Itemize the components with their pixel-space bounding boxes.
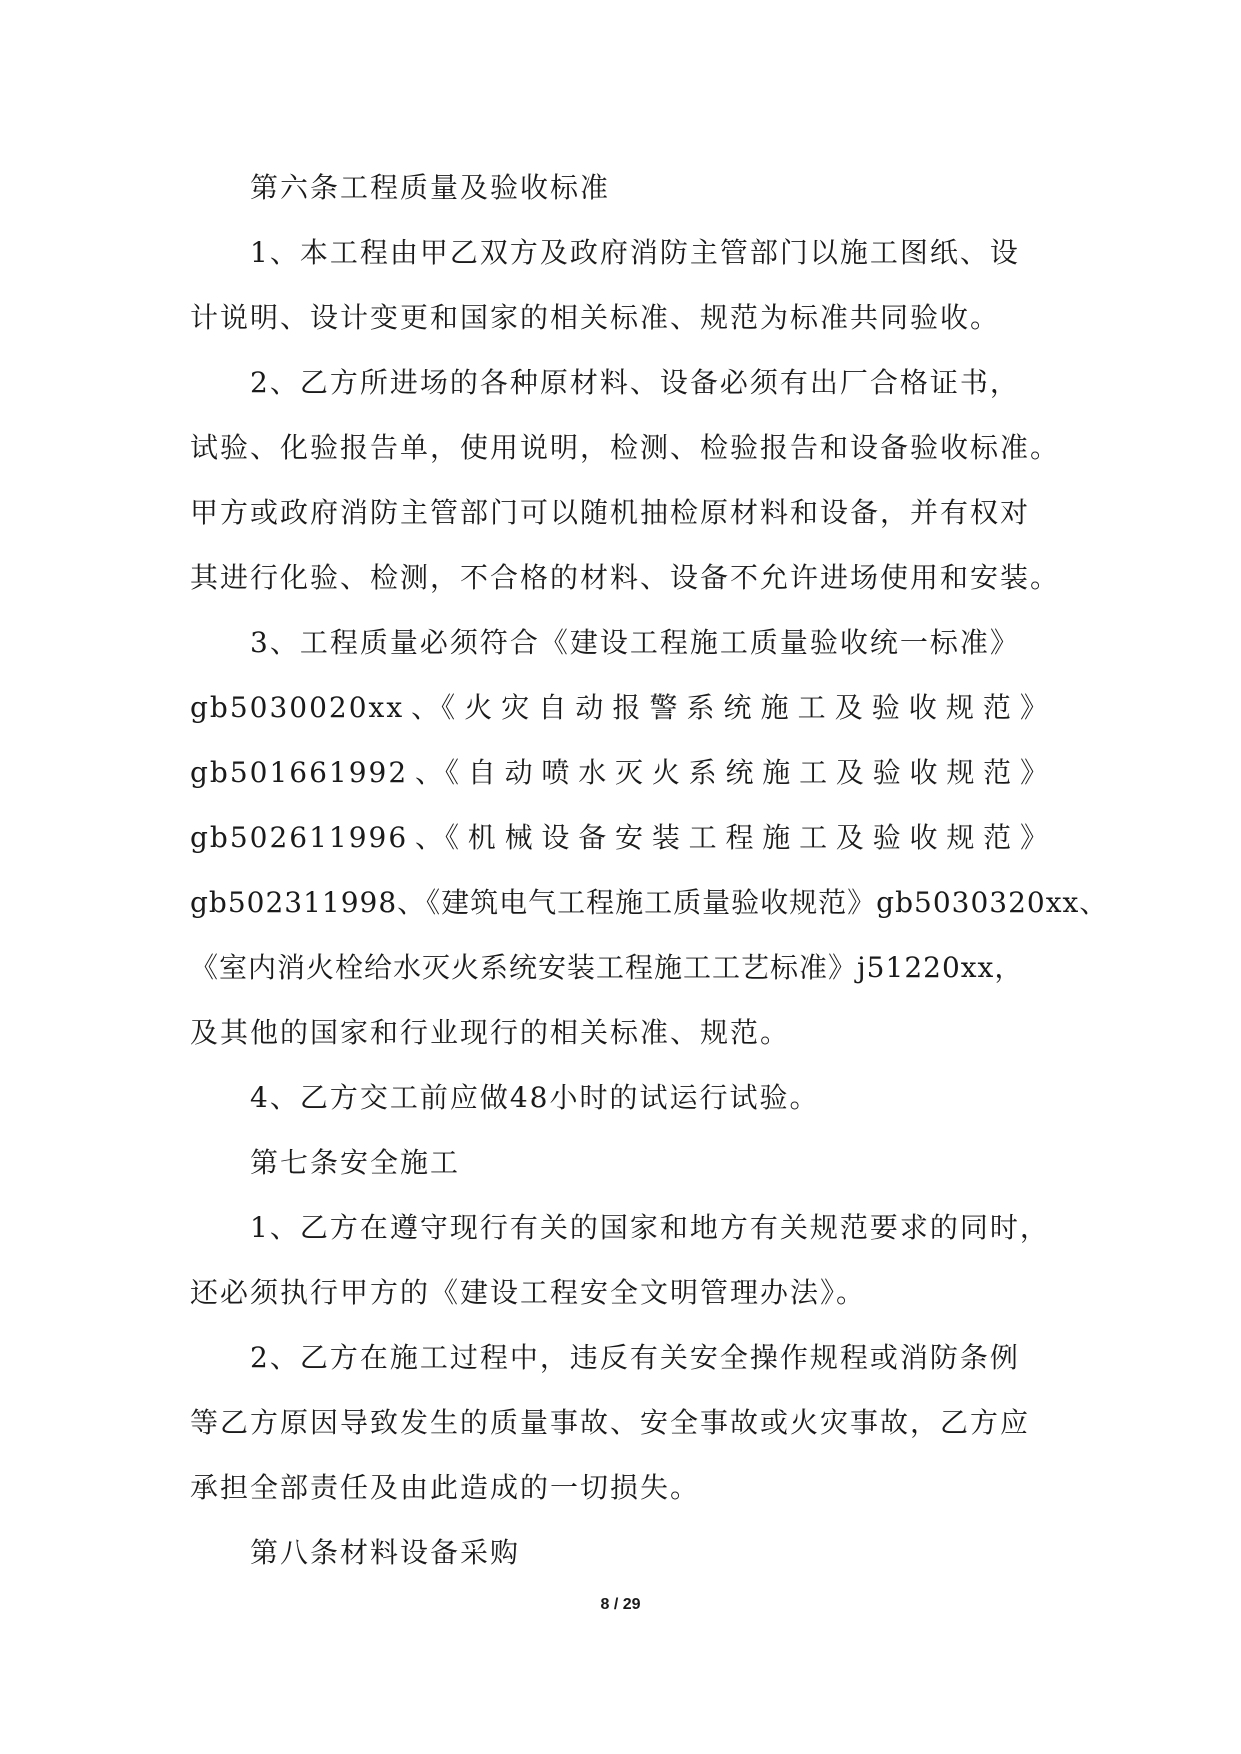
justified-token: 验 bbox=[872, 821, 903, 854]
paragraph-line: 2、乙方在施工过程中，违反有关安全操作规程或消防条例 bbox=[250, 1341, 1020, 1374]
justified-token: 机 bbox=[467, 821, 498, 854]
justified-token: 》 bbox=[1019, 691, 1050, 724]
justified-token: 火 bbox=[464, 691, 495, 724]
justified-token: 范 bbox=[983, 821, 1014, 854]
justified-token: 系 bbox=[688, 756, 719, 789]
document-body bbox=[190, 155, 1109, 1585]
paragraph-line: 4、乙方交工前应做48小时的试运行试验。 bbox=[250, 1081, 820, 1114]
paragraph-line: 3、工程质量必须符合《建设工程施工质量验收统一标准》 bbox=[250, 626, 1020, 659]
justified-token: 喷 bbox=[541, 756, 572, 789]
justified-token: 、《 bbox=[414, 821, 461, 854]
justified-token: 警 bbox=[649, 691, 680, 724]
paragraph-line: 2、乙方所进场的各种原材料、设备必须有出厂合格证书， bbox=[250, 366, 1020, 399]
justified-token: 、《 bbox=[414, 756, 461, 789]
justified-token: 收 bbox=[908, 691, 939, 724]
justified-token: 施 bbox=[760, 691, 791, 724]
justified-token: 灭 bbox=[615, 756, 646, 789]
justified-token: 》 bbox=[1019, 756, 1050, 789]
justified-token: 范 bbox=[983, 756, 1014, 789]
justified-token: 报 bbox=[612, 691, 643, 724]
justified-token: 工 bbox=[797, 691, 828, 724]
section-heading-8: 第八条材料设备采购 bbox=[250, 1536, 521, 1569]
justified-token: gb501661992 bbox=[190, 756, 409, 789]
justified-token: 装 bbox=[651, 821, 682, 854]
justified-token: 动 bbox=[575, 691, 606, 724]
standard-line-fire-alarm bbox=[190, 675, 1050, 740]
justified-token: 验 bbox=[871, 691, 902, 724]
justified-token: 系 bbox=[686, 691, 717, 724]
paragraph-line: 1、本工程由甲乙双方及政府消防主管部门以施工图纸、设 bbox=[250, 236, 1020, 269]
justified-token: 规 bbox=[946, 756, 977, 789]
justified-token: 统 bbox=[723, 691, 754, 724]
justified-token: 工 bbox=[799, 821, 830, 854]
paragraph-line: 《室内消火栓给水灭火系统安装工程施工工艺标准》j51220xx， bbox=[190, 951, 1024, 984]
justified-token: 收 bbox=[909, 756, 940, 789]
justified-token: 安 bbox=[615, 821, 646, 854]
justified-token: 自 bbox=[467, 756, 498, 789]
section-heading-6: 第六条工程质量及验收标准 bbox=[250, 171, 611, 204]
justified-token: 施 bbox=[762, 756, 793, 789]
justified-token: 及 bbox=[834, 691, 865, 724]
justified-token: 灾 bbox=[501, 691, 532, 724]
justified-token: 工 bbox=[688, 821, 719, 854]
paragraph-line: 试验、化验报告单，使用说明，检测、检验报告和设备验收标准。 bbox=[190, 431, 1061, 464]
justified-token: 水 bbox=[578, 756, 609, 789]
justified-token: 械 bbox=[504, 821, 535, 854]
justified-token: 统 bbox=[725, 756, 756, 789]
justified-token: 动 bbox=[504, 756, 535, 789]
justified-token: 范 bbox=[982, 691, 1013, 724]
justified-token: 收 bbox=[909, 821, 940, 854]
standard-line-mechanical bbox=[190, 805, 1050, 870]
section-heading-7: 第七条安全施工 bbox=[250, 1146, 461, 1179]
justified-token: 验 bbox=[872, 756, 903, 789]
justified-token: 火 bbox=[651, 756, 682, 789]
paragraph-line: 等乙方原因导致发生的质量事故、安全事故或火灾事故，乙方应 bbox=[190, 1406, 1031, 1439]
justified-token: 施 bbox=[762, 821, 793, 854]
paragraph-line: 及其他的国家和行业现行的相关标准、规范。 bbox=[190, 1016, 791, 1049]
paragraph-line: 其进行化验、检测，不合格的材料、设备不允许进场使用和安装。 bbox=[190, 561, 1061, 594]
paragraph-line: 1、乙方在遵守现行有关的国家和地方有关规范要求的同时， bbox=[250, 1211, 1050, 1244]
paragraph-line: gb502311998、《建筑电气工程施工质量验收规范》gb5030320xx、 bbox=[190, 886, 1109, 919]
paragraph-line: 计说明、设计变更和国家的相关标准、规范为标准共同验收。 bbox=[190, 301, 1001, 334]
justified-token: 及 bbox=[835, 821, 866, 854]
justified-token: 程 bbox=[725, 821, 756, 854]
justified-token: 、《 bbox=[411, 691, 458, 724]
standard-line-sprinkler bbox=[190, 740, 1050, 805]
paragraph-line: 还必须执行甲方的《建设工程安全文明管理办法》。 bbox=[190, 1276, 867, 1309]
justified-token: 工 bbox=[799, 756, 830, 789]
paragraph-line: 甲方或政府消防主管部门可以随机抽检原材料和设备，并有权对 bbox=[190, 496, 1031, 529]
justified-token: 备 bbox=[578, 821, 609, 854]
justified-token: 》 bbox=[1019, 821, 1050, 854]
justified-token: 规 bbox=[945, 691, 976, 724]
paragraph-line: 承担全部责任及由此造成的一切损失。 bbox=[190, 1471, 701, 1504]
page-number: 8 / 29 bbox=[600, 1596, 641, 1613]
justified-token: 及 bbox=[835, 756, 866, 789]
justified-token: gb502611996 bbox=[190, 821, 409, 854]
justified-token: 自 bbox=[538, 691, 569, 724]
justified-token: 设 bbox=[541, 821, 572, 854]
justified-token: 规 bbox=[946, 821, 977, 854]
justified-token: gb5030020xx bbox=[190, 691, 405, 724]
